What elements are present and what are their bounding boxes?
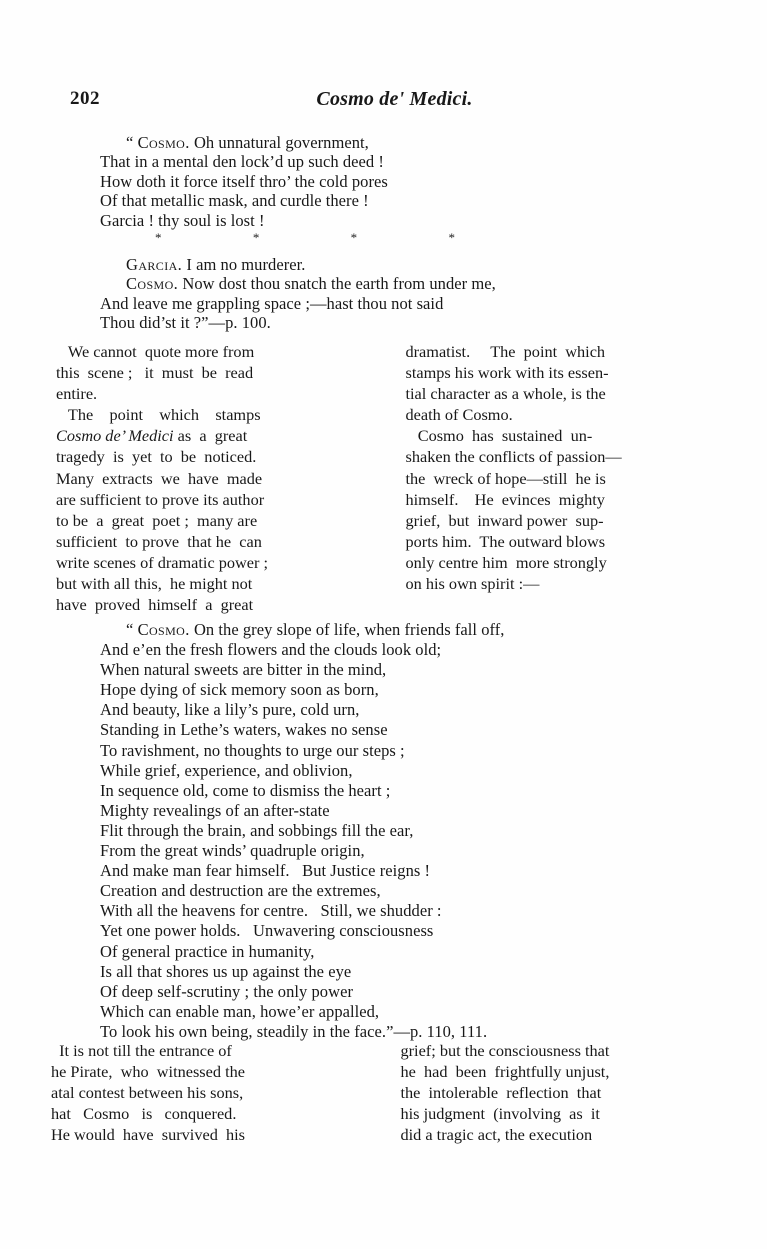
prose-line: shaken the conflicts of passion— [405,447,622,467]
prose-line: sufficient to prove that he can [56,531,262,551]
prose-line: hat Cosmo is conquered. [51,1104,237,1124]
prose-line: He would have survived his [51,1125,245,1145]
verse-line: How doth it force itself thro’ the cold pores [100,171,388,191]
verse-line: And e’en the fresh flowers and the clouds look old; [100,640,442,660]
verse-line: Garcia. I am no murderer. [126,255,306,274]
prose-line: his judgment (involving as it [400,1104,600,1124]
running-title: Cosmo de' Medici. [316,88,473,110]
verse-line: Which can enable man, howe’er appalled, [100,1001,380,1021]
verse-line: In sequence old, come to dismiss the heart ; [100,780,391,800]
verse-line: Cosmo. Now dost thou snatch the earth from under me, [126,274,496,294]
verse-line: Standing in Lethe’s waters, wakes no sense [100,720,388,740]
prose-columns-top [56,341,711,615]
prose-line: Cosmo has sustained un- [405,426,593,446]
prose-line: he Pirate, who witnessed the [51,1062,245,1082]
prose-line: The point which stamps [56,405,261,425]
verse-line: When natural sweets are bitter in the mind, [100,660,387,680]
verse-line: “ Cosmo. On the grey slope of life, when friends fall off, [126,620,505,639]
verse-quote-block-3 [100,620,697,1042]
verse-line: Flit through the brain, and sobbings fill the ear, [100,820,414,840]
speaker-name: Cosmo. [126,274,179,294]
prose-line: dramatist. The point which [405,342,606,361]
prose-line: entire. [56,384,98,404]
prose-line: grief, but inward power sup- [405,510,604,530]
verse-quote-block-2 [100,255,697,333]
verse-line: To ravishment, no thoughts to urge our steps ; [100,740,405,760]
prose-line: himself. He evinces mighty [405,489,605,509]
prose-line: but with all this, he might not [56,574,253,594]
prose-line: ports him. The outward blows [405,531,606,551]
verse-line: Of that metallic mask, and curdle there ! [100,191,369,211]
verse-line: Creation and destruction are the extremes, [100,881,381,901]
asterisk-mark: * [252,230,260,245]
verse-line: Thou did’st it ?”—p. 100. [100,313,271,333]
verse-line: Is all that shores us up against the eye [100,961,352,981]
verse-line: And beauty, like a lily’s pure, cold urn, [100,700,360,720]
verse-line: Garcia ! thy soul is lost ! [100,210,265,230]
prose-column-right-bottom [379,1040,707,1145]
verse-line: Of general practice in humanity, [100,941,315,961]
verse-line: With all the heavens for centre. Still, we shudder : [100,901,442,921]
page-number: 202 [70,88,100,109]
prose-column-left-top [56,341,384,615]
verse-line: Yet one power holds. Unwavering consciousness [100,921,434,941]
verse-line: That in a mental den lock’d up such deed ! [100,152,384,172]
prose-line: atal contest between his sons, [51,1083,244,1103]
prose-line: to be a great poet ; many are [56,510,258,530]
verse-line: Mighty revealings of an after-state [100,800,330,820]
prose-line: the intolerable reflection that [400,1083,602,1103]
prose-line: It is not till the entrance of [51,1041,232,1060]
prose-columns-bottom [51,1040,711,1145]
prose-line: did a tragic act, the execution [400,1125,593,1145]
verse-line: Of deep self-scrutiny ; the only power [100,981,353,1001]
prose-line: tragedy is yet to be noticed. [56,447,257,467]
prose-line: Many extracts we have made [56,468,263,488]
prose-line: have proved himself a great [56,595,254,615]
prose-line: grief; but the consciousness that [400,1041,610,1060]
verse-line: “ Cosmo. Oh unnatural government, [126,133,369,152]
verse-line: And leave me grappling space ;—hast thou not said [100,293,444,313]
speaker-name: Cosmo. [137,620,190,639]
verse-line: To look his own being, steadily in the face.”—p. 110, 111. [100,1021,488,1041]
speaker-name: Garcia. [126,255,183,274]
verse-line: And make man fear himself. But Justice reigns ! [100,861,431,881]
prose-line: Cosmo de’ Medici as a great [56,426,248,446]
prose-line: write scenes of dramatic power ; [56,552,269,572]
prose-line: on his own spirit :— [405,574,540,594]
asterisk-mark: * [448,230,455,245]
prose-line: stamps his work with its essen- [405,363,609,383]
asterisk-separator [155,231,455,244]
prose-line: only centre him more strongly [405,552,607,572]
verse-line: From the great winds’ quadruple origin, [100,841,365,861]
asterisk-mark: * [350,230,358,245]
prose-line: the wreck of hope—still he is [405,468,606,488]
prose-line: this scene ; it must be read [56,363,254,383]
work-title-italic: Cosmo de’ Medici [56,426,174,446]
prose-column-left-bottom [51,1040,379,1145]
running-head [62,88,705,114]
prose-line: We cannot quote more from [56,342,255,361]
verse-quote-block-1 [100,133,697,230]
prose-line: death of Cosmo. [405,405,513,425]
speaker-name: Cosmo. [137,133,190,152]
asterisk-mark: * [155,230,162,245]
prose-line: are sufficient to prove its author [56,489,265,509]
verse-line: While grief, experience, and oblivion, [100,760,353,780]
prose-line: he had been frightfully unjust, [400,1062,610,1082]
prose-column-right-top [384,341,712,615]
prose-line: tial character as a whole, is the [405,384,606,404]
verse-line: Hope dying of sick memory soon as born, [100,680,379,700]
